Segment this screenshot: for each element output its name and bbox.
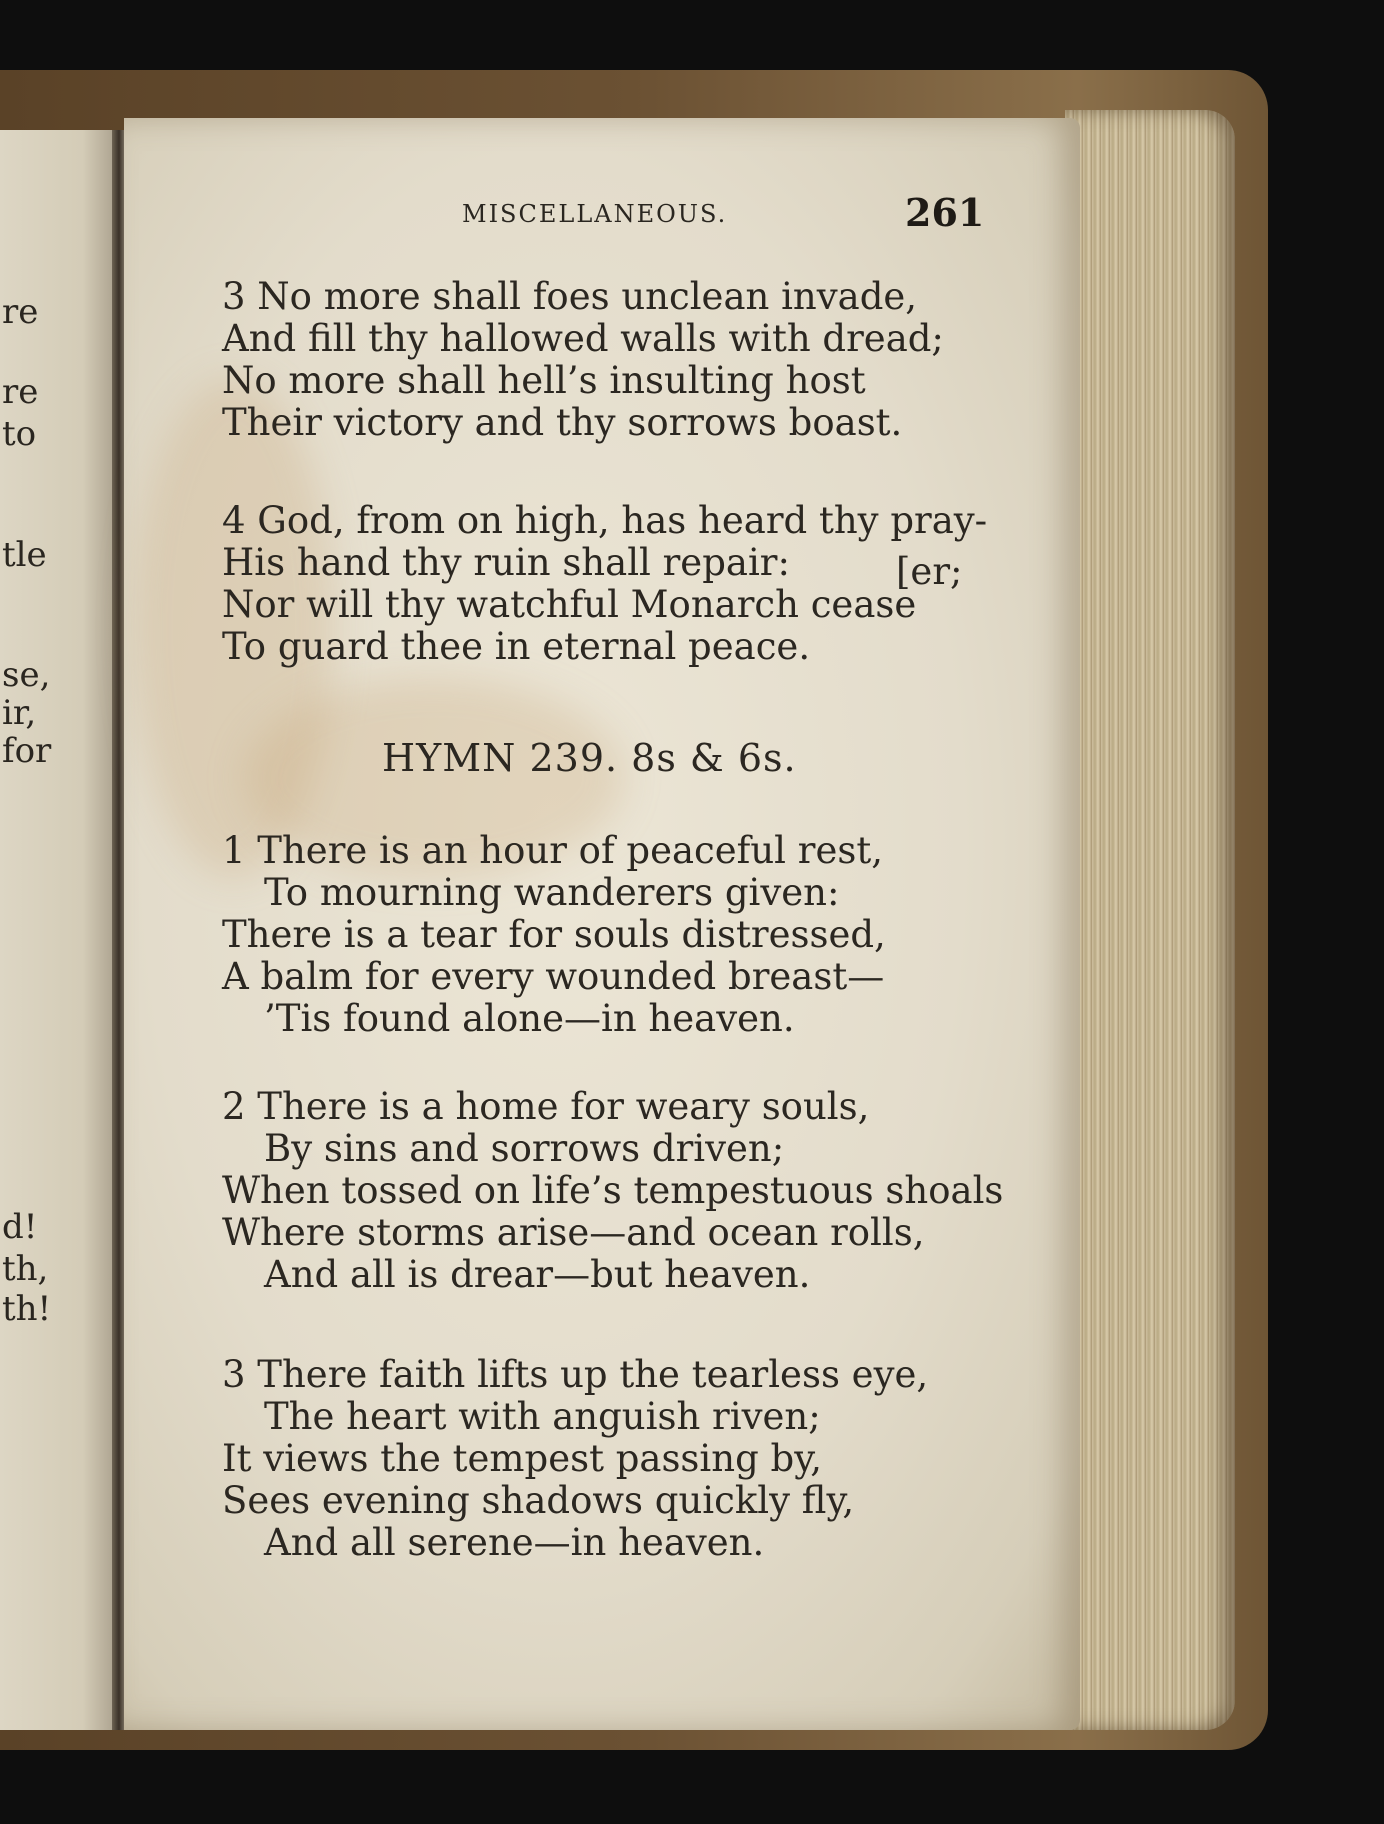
verse-line: When tossed on life’s tempestuous shoals [222, 1169, 1004, 1212]
verse-line: By sins and sorrows driven; [264, 1127, 785, 1170]
verse-line: ’Tis found alone—in heaven. [264, 997, 795, 1040]
hymn-title: HYMN 239. 8s & 6s. [382, 736, 797, 780]
left-fragment: re [2, 292, 39, 332]
running-head: MISCELLANEOUS. [462, 200, 728, 228]
verse-line: A balm for every wounded breast— [222, 955, 885, 998]
left-fragment: for [2, 731, 52, 771]
verse-line: 3 No more shall foes unclean invade, [222, 275, 918, 318]
verse-line: Sees evening shadows quickly fly, [222, 1479, 855, 1522]
page-number: 261 [905, 190, 985, 235]
verse-line: 2 There is a home for weary souls, [222, 1085, 870, 1128]
verse-line: His hand thy ruin shall repair: [222, 541, 790, 584]
turnover-fragment: [er; [896, 550, 963, 593]
verse-line: To mourning wanderers given: [264, 871, 840, 914]
verse-line: 3 There faith lifts up the tearless eye, [222, 1353, 929, 1396]
left-fragment: se, [2, 655, 51, 695]
verse-line: And all serene—in heaven. [264, 1521, 765, 1564]
left-fragment: th! [2, 1289, 52, 1329]
page-fore-edge [1065, 110, 1235, 1730]
verse-line: To guard thee in eternal peace. [222, 625, 811, 668]
left-fragment: to [2, 414, 37, 454]
verse-line: Nor will thy watchful Monarch cease [222, 583, 917, 626]
verse-line: And all is drear—but heaven. [264, 1253, 811, 1296]
left-fragment: re [2, 372, 39, 412]
verse-line: There is a tear for souls distressed, [222, 913, 886, 956]
verse-line: Their victory and thy sorrows boast. [222, 401, 903, 444]
verse-line: Where storms arise—and ocean rolls, [222, 1211, 925, 1254]
left-fragment: tle [2, 535, 47, 575]
verse-line: No more shall hell’s insulting host [222, 359, 866, 402]
left-fragment: ir, [2, 693, 37, 733]
verse-line: 4 God, from on high, has heard thy pray- [222, 499, 988, 542]
verse-line: The heart with anguish riven; [264, 1395, 821, 1438]
verse-line: It views the tempest passing by, [222, 1437, 822, 1480]
verse-line: 1 There is an hour of peaceful rest, [222, 829, 883, 872]
left-fragment: th, [2, 1249, 49, 1289]
left-fragment: d! [2, 1207, 38, 1247]
left-page [0, 130, 118, 1730]
verse-line: And fill thy hallowed walls with dread; [222, 317, 944, 360]
